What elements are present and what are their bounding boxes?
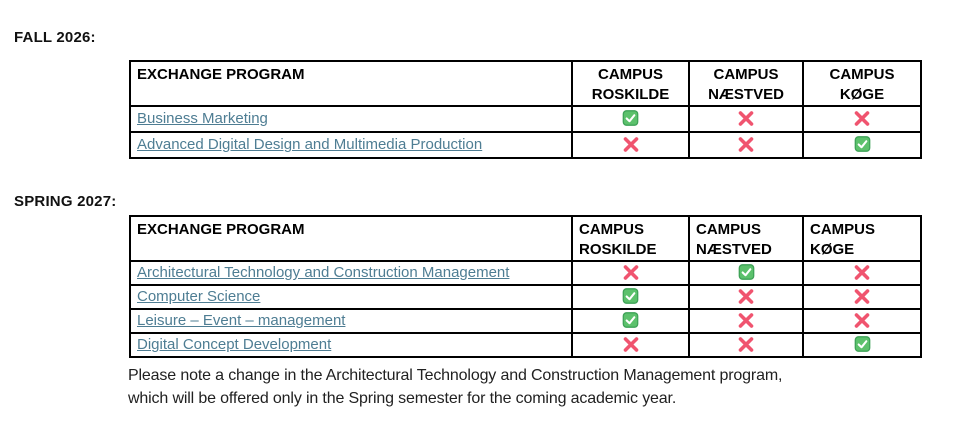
availability-cell bbox=[572, 333, 689, 357]
availability-cell bbox=[689, 261, 803, 285]
note-line-2: which will be offered only in the Spring semester for the coming academic year. bbox=[128, 390, 677, 407]
cross-icon bbox=[737, 336, 755, 353]
table-header-row bbox=[130, 216, 921, 261]
fall-exchange-table bbox=[129, 60, 922, 159]
program-link[interactable]: Advanced Digital Design and Multimedia Production bbox=[137, 136, 483, 154]
program-link[interactable]: Leisure – Event – management bbox=[137, 312, 346, 330]
availability-cell bbox=[689, 309, 803, 333]
availability-cell bbox=[803, 132, 921, 158]
cross-icon bbox=[622, 136, 640, 153]
cross-icon bbox=[853, 264, 871, 281]
program-cell bbox=[130, 106, 572, 132]
availability-cell bbox=[689, 106, 803, 132]
table-row bbox=[130, 309, 921, 333]
campus-roskilde-header bbox=[572, 61, 689, 106]
program-link[interactable]: Business Marketing bbox=[137, 110, 268, 128]
table-row bbox=[130, 333, 921, 357]
cross-icon bbox=[622, 336, 640, 353]
spring-exchange-table bbox=[129, 215, 922, 358]
availability-cell bbox=[572, 309, 689, 333]
program-cell bbox=[130, 309, 572, 333]
checkmark-icon bbox=[622, 288, 639, 304]
program-cell bbox=[130, 333, 572, 357]
note-line-1: Please note a change in the Architectural Technology and Construction Management program, bbox=[128, 367, 783, 384]
program-link[interactable]: Architectural Technology and Construction Management bbox=[137, 264, 510, 282]
table-row bbox=[130, 261, 921, 285]
availability-cell bbox=[689, 333, 803, 357]
campus-header-line: CAMPUS bbox=[829, 66, 895, 83]
availability-cell bbox=[572, 285, 689, 309]
campus-header-line: CAMPUS bbox=[597, 66, 663, 83]
cross-icon bbox=[737, 136, 755, 153]
campus-header-line: ROSKILDE bbox=[591, 85, 670, 103]
program-cell bbox=[130, 261, 572, 285]
availability-cell bbox=[803, 106, 921, 132]
fall-2026-heading: FALL 2026: bbox=[14, 29, 96, 46]
table-row bbox=[130, 132, 921, 158]
availability-cell bbox=[689, 132, 803, 158]
cross-icon bbox=[737, 312, 755, 329]
program-cell bbox=[130, 132, 572, 158]
note-text bbox=[128, 364, 948, 410]
campus-header-line: CAMPUS bbox=[713, 66, 779, 83]
campus-koege-header bbox=[803, 216, 921, 261]
availability-cell bbox=[572, 132, 689, 158]
campus-naestved-header bbox=[689, 61, 803, 106]
exchange-program-header: EXCHANGE PROGRAM bbox=[130, 216, 572, 261]
campus-naestved-header bbox=[689, 216, 803, 261]
availability-cell bbox=[803, 285, 921, 309]
program-cell bbox=[130, 285, 572, 309]
campus-header-line: CAMPUS bbox=[810, 221, 876, 238]
cross-icon bbox=[622, 264, 640, 281]
spring-2027-heading: SPRING 2027: bbox=[14, 193, 117, 210]
availability-cell bbox=[803, 261, 921, 285]
campus-header-line: CAMPUS bbox=[696, 221, 762, 238]
checkmark-icon bbox=[738, 264, 755, 280]
campus-roskilde-header bbox=[572, 216, 689, 261]
availability-cell bbox=[803, 333, 921, 357]
cross-icon bbox=[737, 288, 755, 305]
availability-cell bbox=[689, 285, 803, 309]
campus-header-line: KØGE bbox=[839, 85, 885, 103]
campus-header-line: KØGE bbox=[810, 240, 855, 258]
campus-koege-header bbox=[803, 61, 921, 106]
table-header-row bbox=[130, 61, 921, 106]
campus-header-line: ROSKILDE bbox=[579, 240, 657, 258]
campus-header-line: NÆSTVED bbox=[708, 85, 784, 103]
checkmark-icon bbox=[622, 110, 639, 126]
checkmark-icon bbox=[854, 336, 871, 352]
table-row bbox=[130, 285, 921, 309]
program-link[interactable]: Digital Concept Development bbox=[137, 336, 332, 354]
availability-cell bbox=[803, 309, 921, 333]
cross-icon bbox=[853, 288, 871, 305]
campus-header-line: NÆSTVED bbox=[696, 240, 772, 258]
checkmark-icon bbox=[854, 136, 871, 152]
checkmark-icon bbox=[622, 312, 639, 328]
availability-cell bbox=[572, 261, 689, 285]
table-row bbox=[130, 106, 921, 132]
cross-icon bbox=[853, 110, 871, 127]
program-link[interactable]: Computer Science bbox=[137, 288, 261, 306]
cross-icon bbox=[737, 110, 755, 127]
cross-icon bbox=[853, 312, 871, 329]
exchange-program-header: EXCHANGE PROGRAM bbox=[130, 61, 572, 106]
campus-header-line: CAMPUS bbox=[579, 221, 645, 238]
availability-cell bbox=[572, 106, 689, 132]
